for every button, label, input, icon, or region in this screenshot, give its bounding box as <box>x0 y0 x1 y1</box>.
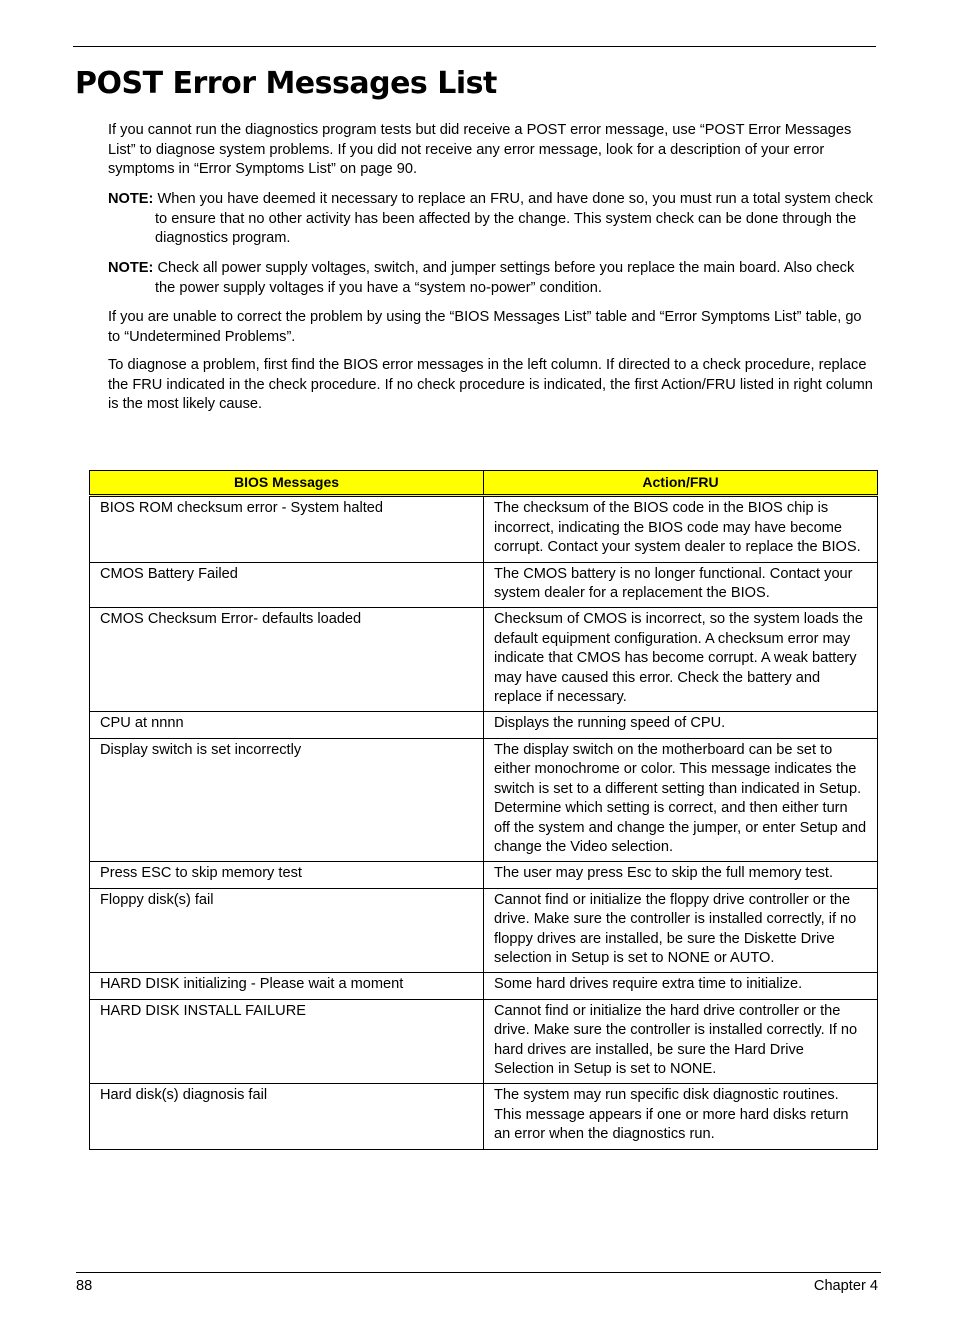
intro-text: If you cannot run the diagnostics program tests but did receive a POST error message, use “POST Error Messages List” to diagnose system problems. If you did not receive any error message, look for a description of your error symptoms in “Error Symptoms List” on page 90. <box>108 122 852 178</box>
action-fru-cell: The display switch on the motherboard can be set to either monochrome or color. This message indicates the switch is set to a different setting than indicated in Setup. Determine which setting is correct, and then either turn off the system and change the jumper, or enter Setup and change the Video selection. <box>484 738 878 861</box>
table-row <box>90 608 878 712</box>
note-2 <box>108 259 876 298</box>
action-fru-cell: The CMOS battery is no longer functional. Contact your system dealer for a replacement the BIOS. <box>484 562 878 608</box>
header-action-fru: Action/FRU <box>484 471 878 496</box>
action-fru-cell: The user may press Esc to skip the full memory test. <box>484 862 878 888</box>
paragraph-3-text: If you are unable to correct the problem by using the “BIOS Messages List” table and “Error Symptoms List” table, go to “Undetermined Problems”. <box>108 309 862 345</box>
header-bios-messages: BIOS Messages <box>90 471 484 496</box>
note-1-label: NOTE: <box>108 191 154 207</box>
table-row <box>90 562 878 608</box>
bios-message-cell: Display switch is set incorrectly <box>90 738 484 861</box>
page-title: POST Error Messages List <box>75 66 497 101</box>
paragraph-3 <box>108 308 876 347</box>
bios-message-cell: Hard disk(s) diagnosis fail <box>90 1084 484 1149</box>
bios-message-cell: HARD DISK INSTALL FAILURE <box>90 999 484 1084</box>
table-row <box>90 712 878 738</box>
note-2-label: NOTE: <box>108 260 154 276</box>
bios-message-cell: CMOS Battery Failed <box>90 562 484 608</box>
footer-rule <box>76 1272 881 1273</box>
table-row <box>90 862 878 888</box>
bios-messages-table <box>89 470 878 1150</box>
action-fru-cell: Checksum of CMOS is incorrect, so the system loads the default equipment configuration. A checksum error may indicate that CMOS has become corrupt. A weak battery may have caused this error. Check the battery and replace if necessary. <box>484 608 878 712</box>
paragraph-4-text: To diagnose a problem, first find the BIOS error messages in the left column. If directed to a check procedure, replace the FRU indicated in the check procedure. If no check procedure is indicated, the first Action/FRU listed in right column is the most likely cause. <box>108 357 873 413</box>
action-fru-cell: The checksum of the BIOS code in the BIOS chip is incorrect, indicating the BIOS code may have become corrupt. Contact your system dealer to replace the BIOS. <box>484 496 878 562</box>
bios-message-cell: BIOS ROM checksum error - System halted <box>90 496 484 562</box>
note-1 <box>108 190 876 249</box>
table-row <box>90 973 878 999</box>
action-fru-cell: The system may run specific disk diagnostic routines. This message appears if one or more hard disks return an error when the diagnostics run. <box>484 1084 878 1149</box>
note-1-text: When you have deemed it necessary to replace an FRU, and have done so, you must run a total system check to ensure that no other activity has been affected by the change. This system check can be done through the diagnostics program. <box>153 191 873 247</box>
intro-paragraph <box>108 121 876 180</box>
action-fru-cell: Cannot find or initialize the hard drive controller or the drive. Make sure the controller is installed correctly. If no hard drives are installed, be sure the Hard Drive Selection in Setup is set to NONE. <box>484 999 878 1084</box>
paragraph-4 <box>108 356 876 415</box>
note-2-text: Check all power supply voltages, switch, and jumper settings before you replace the main board. Also check the power supply voltages if you have a “system no-power” condition. <box>153 260 855 296</box>
bios-message-cell: Press ESC to skip memory test <box>90 862 484 888</box>
bios-message-cell: HARD DISK initializing - Please wait a moment <box>90 973 484 999</box>
action-fru-cell: Some hard drives require extra time to initialize. <box>484 973 878 999</box>
table-row <box>90 1084 878 1149</box>
table-row <box>90 888 878 973</box>
bios-message-cell: Floppy disk(s) fail <box>90 888 484 973</box>
table-header-row <box>90 471 878 496</box>
bios-message-cell: CMOS Checksum Error- defaults loaded <box>90 608 484 712</box>
table-row <box>90 496 878 562</box>
table-row <box>90 999 878 1084</box>
action-fru-cell: Displays the running speed of CPU. <box>484 712 878 738</box>
page-number: 88 <box>76 1278 93 1294</box>
action-fru-cell: Cannot find or initialize the floppy drive controller or the drive. Make sure the controller is installed correctly, if no floppy drives are installed, be sure the Diskette Drive selection in Setup is set to NONE or AUTO. <box>484 888 878 973</box>
table-row <box>90 738 878 861</box>
bios-message-cell: CPU at nnnn <box>90 712 484 738</box>
top-rule <box>73 46 876 47</box>
chapter-label: Chapter 4 <box>813 1278 878 1294</box>
